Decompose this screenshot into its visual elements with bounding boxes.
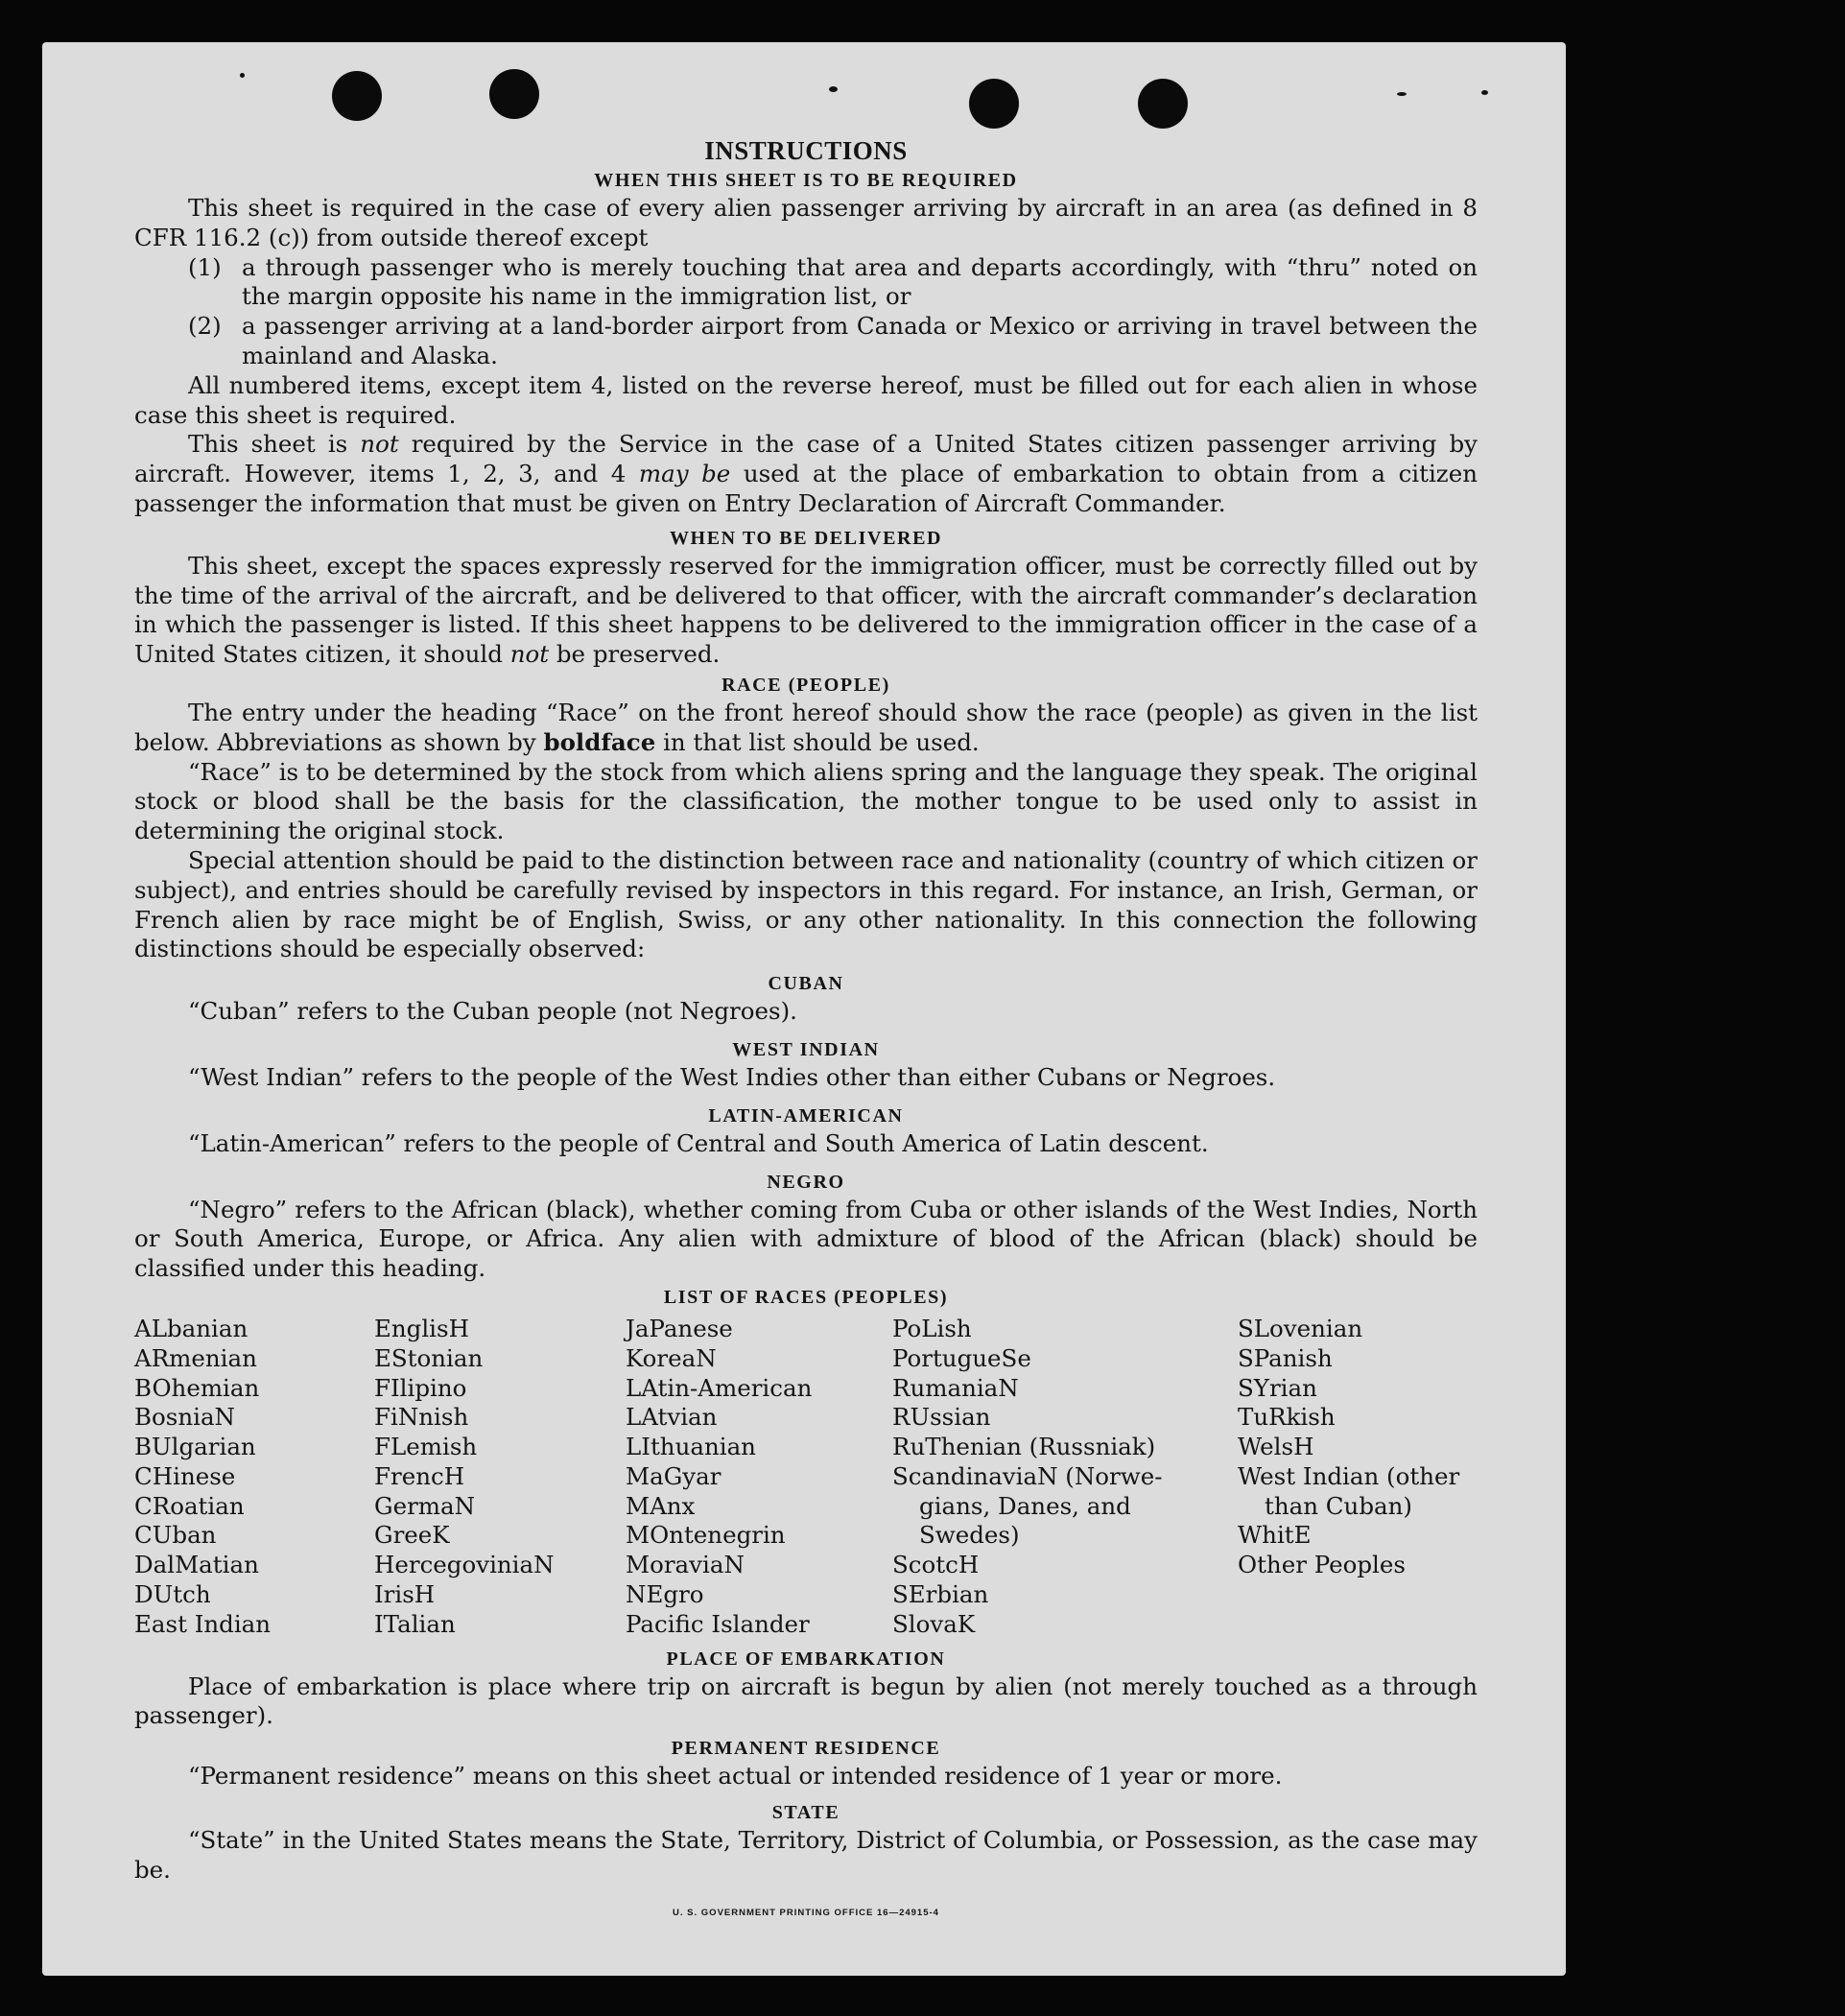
section-heading: STATE — [771, 1802, 840, 1824]
paragraph: This sheet is required in the case of every alien passenger arriving by aircraft in an area (as defined in 8 CFR 116.2 (c)) from outside thereof except — [134, 194, 1478, 251]
race-item: MaGyar — [626, 1461, 721, 1490]
race-item: MAnx — [626, 1491, 696, 1520]
race-item: TuRkish — [1238, 1403, 1336, 1432]
race-item: RumaniaN — [892, 1373, 1019, 1402]
race-item: ARmenian — [134, 1343, 257, 1372]
paragraph: “Permanent residence” means on this sheet actual or intended residence of 1 year or more. — [188, 1762, 1283, 1791]
paragraph: All numbered items, except item 4, listed on the reverse hereof, must be filled out for each alien in whose case this sheet is required. — [134, 370, 1478, 429]
race-item: East Indian — [134, 1609, 272, 1638]
scan-speck — [829, 86, 838, 92]
paragraph: The entry under the heading “Race” on the front hereof should show the race (people) as given in the list below. Abbreviations as shown by boldface in that list should be used. — [134, 698, 1478, 756]
printing-office-footer: U. S. GOVERNMENT PRINTING OFFICE 16—24915-4 — [673, 1907, 939, 1918]
paragraph: Place of embarkation is place where trip on aircraft is begun by alien (not merely touched as a through passenger). — [134, 1672, 1478, 1730]
race-item: KoreaN — [626, 1343, 717, 1372]
race-item: RuThenian (Russniak) — [892, 1433, 1156, 1461]
paragraph: “Negro” refers to the African (black), whether coming from Cuba or other islands of the West Indies, North or South America, Europe, or Africa. Any alien with admixture of blood of the African (black) should be classified under this heading. — [134, 1195, 1478, 1283]
document-sheet — [42, 42, 1566, 1976]
race-item: gians, Danes, and — [919, 1491, 1131, 1520]
section-heading: LATIN-AMERICAN — [708, 1104, 904, 1127]
section-heading: WEST INDIAN — [732, 1038, 880, 1060]
race-item: ScotcH — [892, 1551, 980, 1579]
race-item: CRoatian — [134, 1491, 245, 1520]
race-item: DUtch — [134, 1580, 211, 1609]
paragraph: “Latin-American” refers to the people of Central and South America of Latin descent. — [188, 1128, 1209, 1157]
race-item: than Cuban) — [1265, 1491, 1412, 1520]
race-item: LAtin-American — [626, 1373, 813, 1402]
race-list — [134, 1315, 1478, 1640]
race-item: FIlipino — [374, 1373, 467, 1402]
race-item: NEgro — [626, 1580, 704, 1609]
race-item: Swedes) — [919, 1521, 1020, 1550]
race-column — [626, 1315, 892, 1640]
race-item: WelsH — [1238, 1433, 1314, 1461]
race-item: LIthuanian — [626, 1433, 756, 1461]
paragraph: This sheet is not required by the Service in the case of a United States citizen passenger arriving by aircraft. However, items 1, 2, 3, and 4 may be used at the place of embarkation to obtain from a citizen passenger the information that must be given on Entry Declaration of Aircraft Commander. — [134, 430, 1478, 517]
race-item: ScandinaviaN (Norwe- — [892, 1461, 1163, 1490]
race-item: IrisH — [374, 1580, 436, 1609]
race-item: FrencH — [374, 1461, 465, 1490]
race-item: JaPanese — [626, 1314, 733, 1342]
race-item: ITalian — [374, 1609, 456, 1638]
race-column — [892, 1315, 1238, 1640]
scan-speck — [1397, 92, 1407, 96]
race-item: ALbanian — [134, 1314, 248, 1342]
race-item: MOntenegrin — [626, 1521, 786, 1550]
punch-hole — [489, 69, 539, 119]
race-item: BOhemian — [134, 1373, 260, 1402]
race-item: SPanish — [1238, 1343, 1333, 1372]
race-item: Other Peoples — [1238, 1551, 1406, 1579]
race-item: WhitE — [1238, 1521, 1312, 1550]
race-item: SlovaK — [892, 1609, 976, 1638]
page-title: INSTRUCTIONS — [704, 136, 908, 165]
section-heading: NEGRO — [767, 1171, 845, 1193]
race-item: PortugueSe — [892, 1343, 1031, 1372]
instructions-content — [134, 134, 1478, 1928]
race-item: MoraviaN — [626, 1551, 745, 1579]
race-column — [374, 1315, 626, 1640]
race-item: CHinese — [134, 1461, 236, 1490]
scan-speck — [1481, 90, 1488, 95]
section-heading: WHEN THIS SHEET IS TO BE REQUIRED — [594, 170, 1018, 191]
section-heading: LIST OF RACES (PEOPLES) — [663, 1286, 949, 1308]
race-item: BUlgarian — [134, 1433, 256, 1461]
race-column — [134, 1315, 374, 1640]
race-item: FLemish — [374, 1433, 478, 1461]
paragraph: “Race” is to be determined by the stock from which aliens spring and the language they speak. The original stock or blood shall be the basis for the classification, the mother tongue to be used only to assist in determining the original stock. — [134, 757, 1478, 845]
section-heading: PERMANENT RESIDENCE — [671, 1738, 941, 1760]
race-item: LAtvian — [626, 1403, 718, 1432]
section-heading: WHEN TO BE DELIVERED — [669, 527, 943, 549]
race-column — [1238, 1315, 1478, 1640]
numbered-item: (2) a passenger arriving at a land-border airport from Canada or Mexico or arriving in travel between the mainland and Alaska. — [188, 312, 1478, 369]
race-item: HercegoviniaN — [374, 1551, 555, 1579]
paragraph: “State” in the United States means the State, Territory, District of Columbia, or Possession, as the case may be. — [134, 1826, 1478, 1884]
paragraph: “Cuban” refers to the Cuban people (not Negroes). — [188, 997, 797, 1026]
section-heading: CUBAN — [768, 973, 844, 995]
race-item: GermaN — [374, 1491, 476, 1520]
race-item: FiNnish — [374, 1403, 469, 1432]
punch-hole — [332, 71, 382, 121]
race-item: SErbian — [892, 1580, 989, 1609]
race-item: SLovenian — [1238, 1314, 1363, 1342]
race-item: BosniaN — [134, 1403, 235, 1432]
race-item: DalMatian — [134, 1551, 259, 1579]
race-item: EnglisH — [374, 1314, 469, 1342]
race-item: PoLish — [892, 1314, 972, 1342]
section-heading: PLACE OF EMBARKATION — [666, 1648, 946, 1670]
punch-hole — [969, 79, 1019, 129]
paragraph: This sheet, except the spaces expressly reserved for the immigration officer, must be correctly filled out by the time of the arrival of the aircraft, and be delivered to that officer, with the aircraft commander’s declaration in which the passenger is listed. If this sheet happens to be delivered to the immigration officer in the case of a United States citizen, it should not be preserved. — [134, 551, 1478, 669]
scan-speck — [240, 73, 245, 78]
race-item: Pacific Islander — [626, 1609, 810, 1638]
race-item: GreeK — [374, 1521, 450, 1550]
section-heading: RACE (PEOPLE) — [721, 674, 890, 696]
race-item: CUban — [134, 1521, 217, 1550]
numbered-item: (1) a through passenger who is merely touching that area and departs accordingly, with “thru” noted on the margin opposite his name in the immigration list, or — [188, 252, 1478, 311]
race-item: RUssian — [892, 1403, 991, 1432]
paragraph: Special attention should be paid to the distinction between race and nationality (country of which citizen or subject), and entries should be carefully revised by inspectors in this regard. For instance, an Irish, German, or French alien by race might be of English, Swiss, or any other nationality. In this connection the following distinctions should be especially observed: — [134, 845, 1478, 963]
punch-hole — [1138, 79, 1188, 129]
race-item: EStonian — [374, 1343, 484, 1372]
race-item: SYrian — [1238, 1373, 1317, 1402]
paragraph: “West Indian” refers to the people of the West Indies other than either Cubans or Negroes. — [188, 1062, 1276, 1091]
race-item: West Indian (other — [1238, 1461, 1460, 1490]
